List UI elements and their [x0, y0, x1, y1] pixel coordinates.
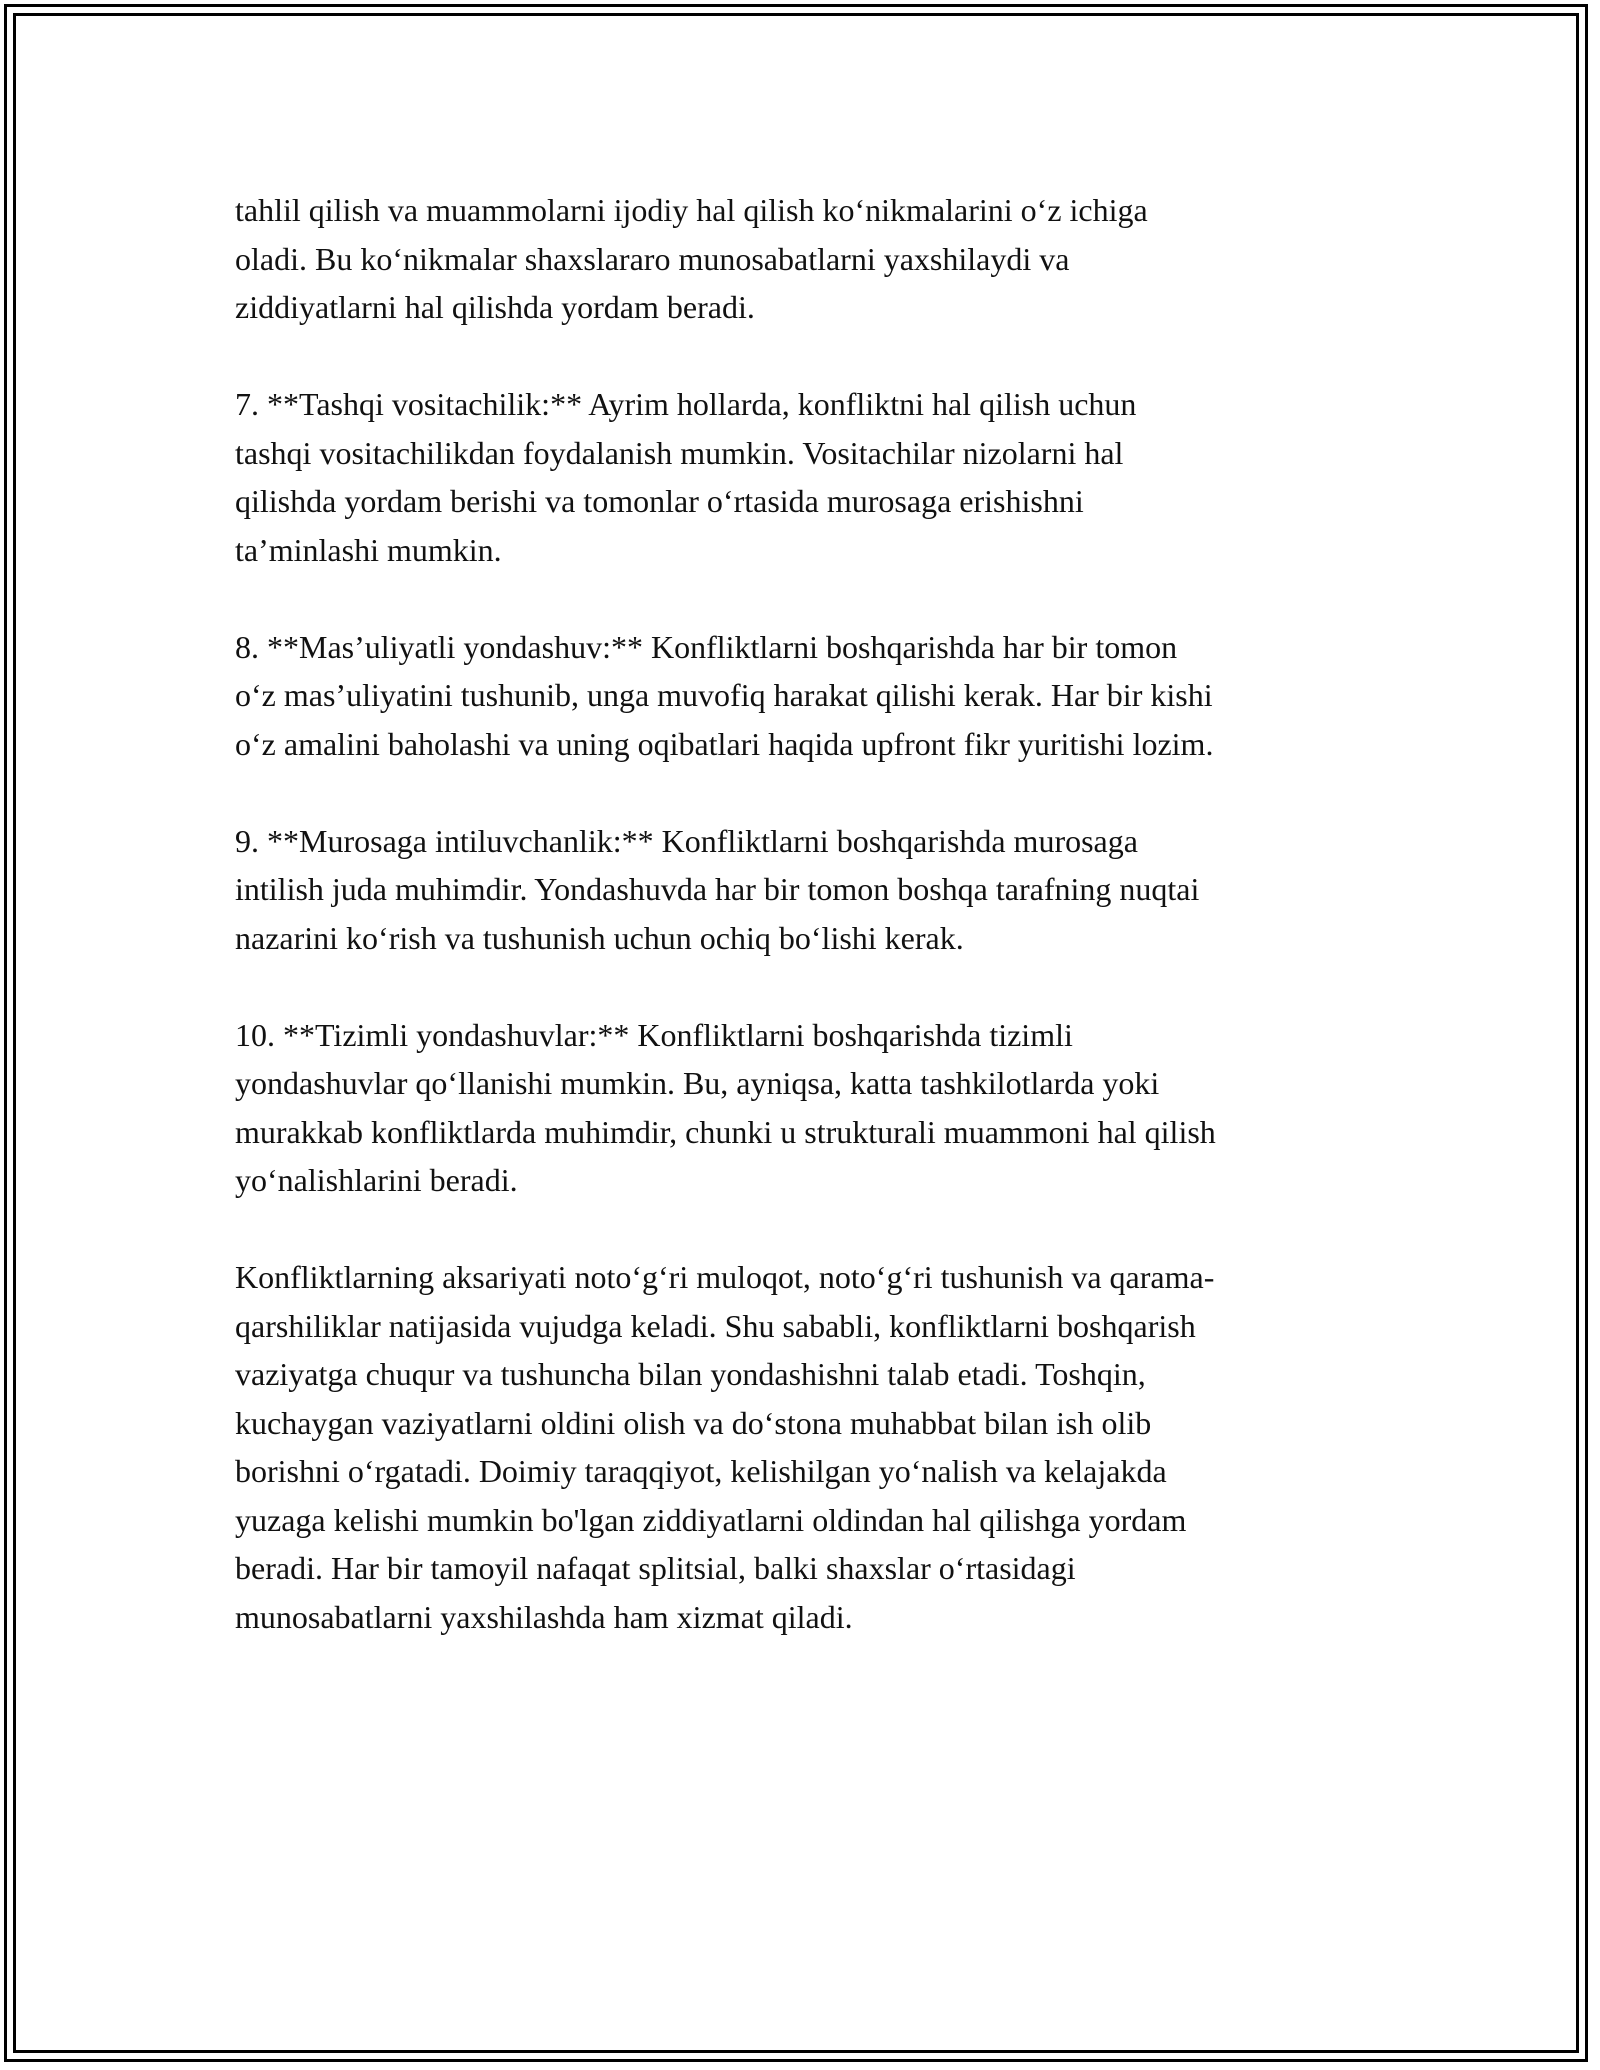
paragraph-item-8: 8. **Mas’uliyatli yondashuv:** Konfliktlarni boshqarishda har bir tomon o‘z mas’uliyatini tushunib, unga muvofiq harakat qilishi kerak. Har bir kishi o‘z amalini baholashi va uning oqibatlari haqida upfront fikr yuritishi lozim.: [235, 628, 1214, 762]
paragraph-item-9: 9. **Murosaga intiluvchanlik:** Konfliktlarni boshqarishda murosaga intilish juda muhimdir. Yondashuvda har bir tomon boshqa tarafning nuqtai nazarini ko‘rish va tushunish uchun ochiq bo‘lishi kerak.: [235, 822, 1200, 956]
paragraph-item-7: 7. **Tashqi vositachilik:** Ayrim hollarda, konfliktni hal qilish uchun tashqi vositachilikdan foydalanish mumkin. Vositachilar nizolarni hal qilishda yordam berishi va tomonlar o‘rtasida murosaga erishishni ta’minlashi mumkin.: [235, 386, 1137, 568]
paragraph-continuation: tahlil qilish va muammolarni ijodiy hal qilish ko‘nikmalarini o‘z ichiga oladi. Bu ko‘nikmalar shaxslararo munosabatlarni yaxshilaydi va ziddiyatlarni hal qilishda yordam beradi.: [235, 192, 1148, 325]
document-body: [235, 186, 1375, 1641]
paragraph-item-10: 10. **Tizimli yondashuvlar:** Konfliktlarni boshqarishda tizimli yondashuvlar qo‘llanishi mumkin. Bu, ayniqsa, katta tashkilotlarda yoki murakkab konfliktlarda muhimdir, chunki u strukturali muammoni hal qilish yo‘nalishlarini beradi.: [235, 1016, 1216, 1198]
paragraph-conclusion: Konfliktlarning aksariyati noto‘g‘ri muloqot, noto‘g‘ri tushunish va qarama- qarshiliklar natijasida vujudga keladi. Shu sababli, konfliktlarni boshqarish vaziyatga chuqur va tushuncha bilan yondashishni talab etadi. Toshqin, kuchaygan vaziyatlarni oldini olish va do‘stona muhabbat bilan ish olib borishni o‘rgatadi. Doimiy taraqqiyot, kelishilgan yo‘nalish va kelajakda yuzaga kelishi mumkin bo'lgan ziddiyatlarni oldindan hal qilishga yordam beradi. Har bir tamoyil nafaqat splitsial, balki shaxslar o‘rtasidagi munosabatlarni yaxshilashda ham xizmat qiladi.: [235, 1259, 1215, 1635]
